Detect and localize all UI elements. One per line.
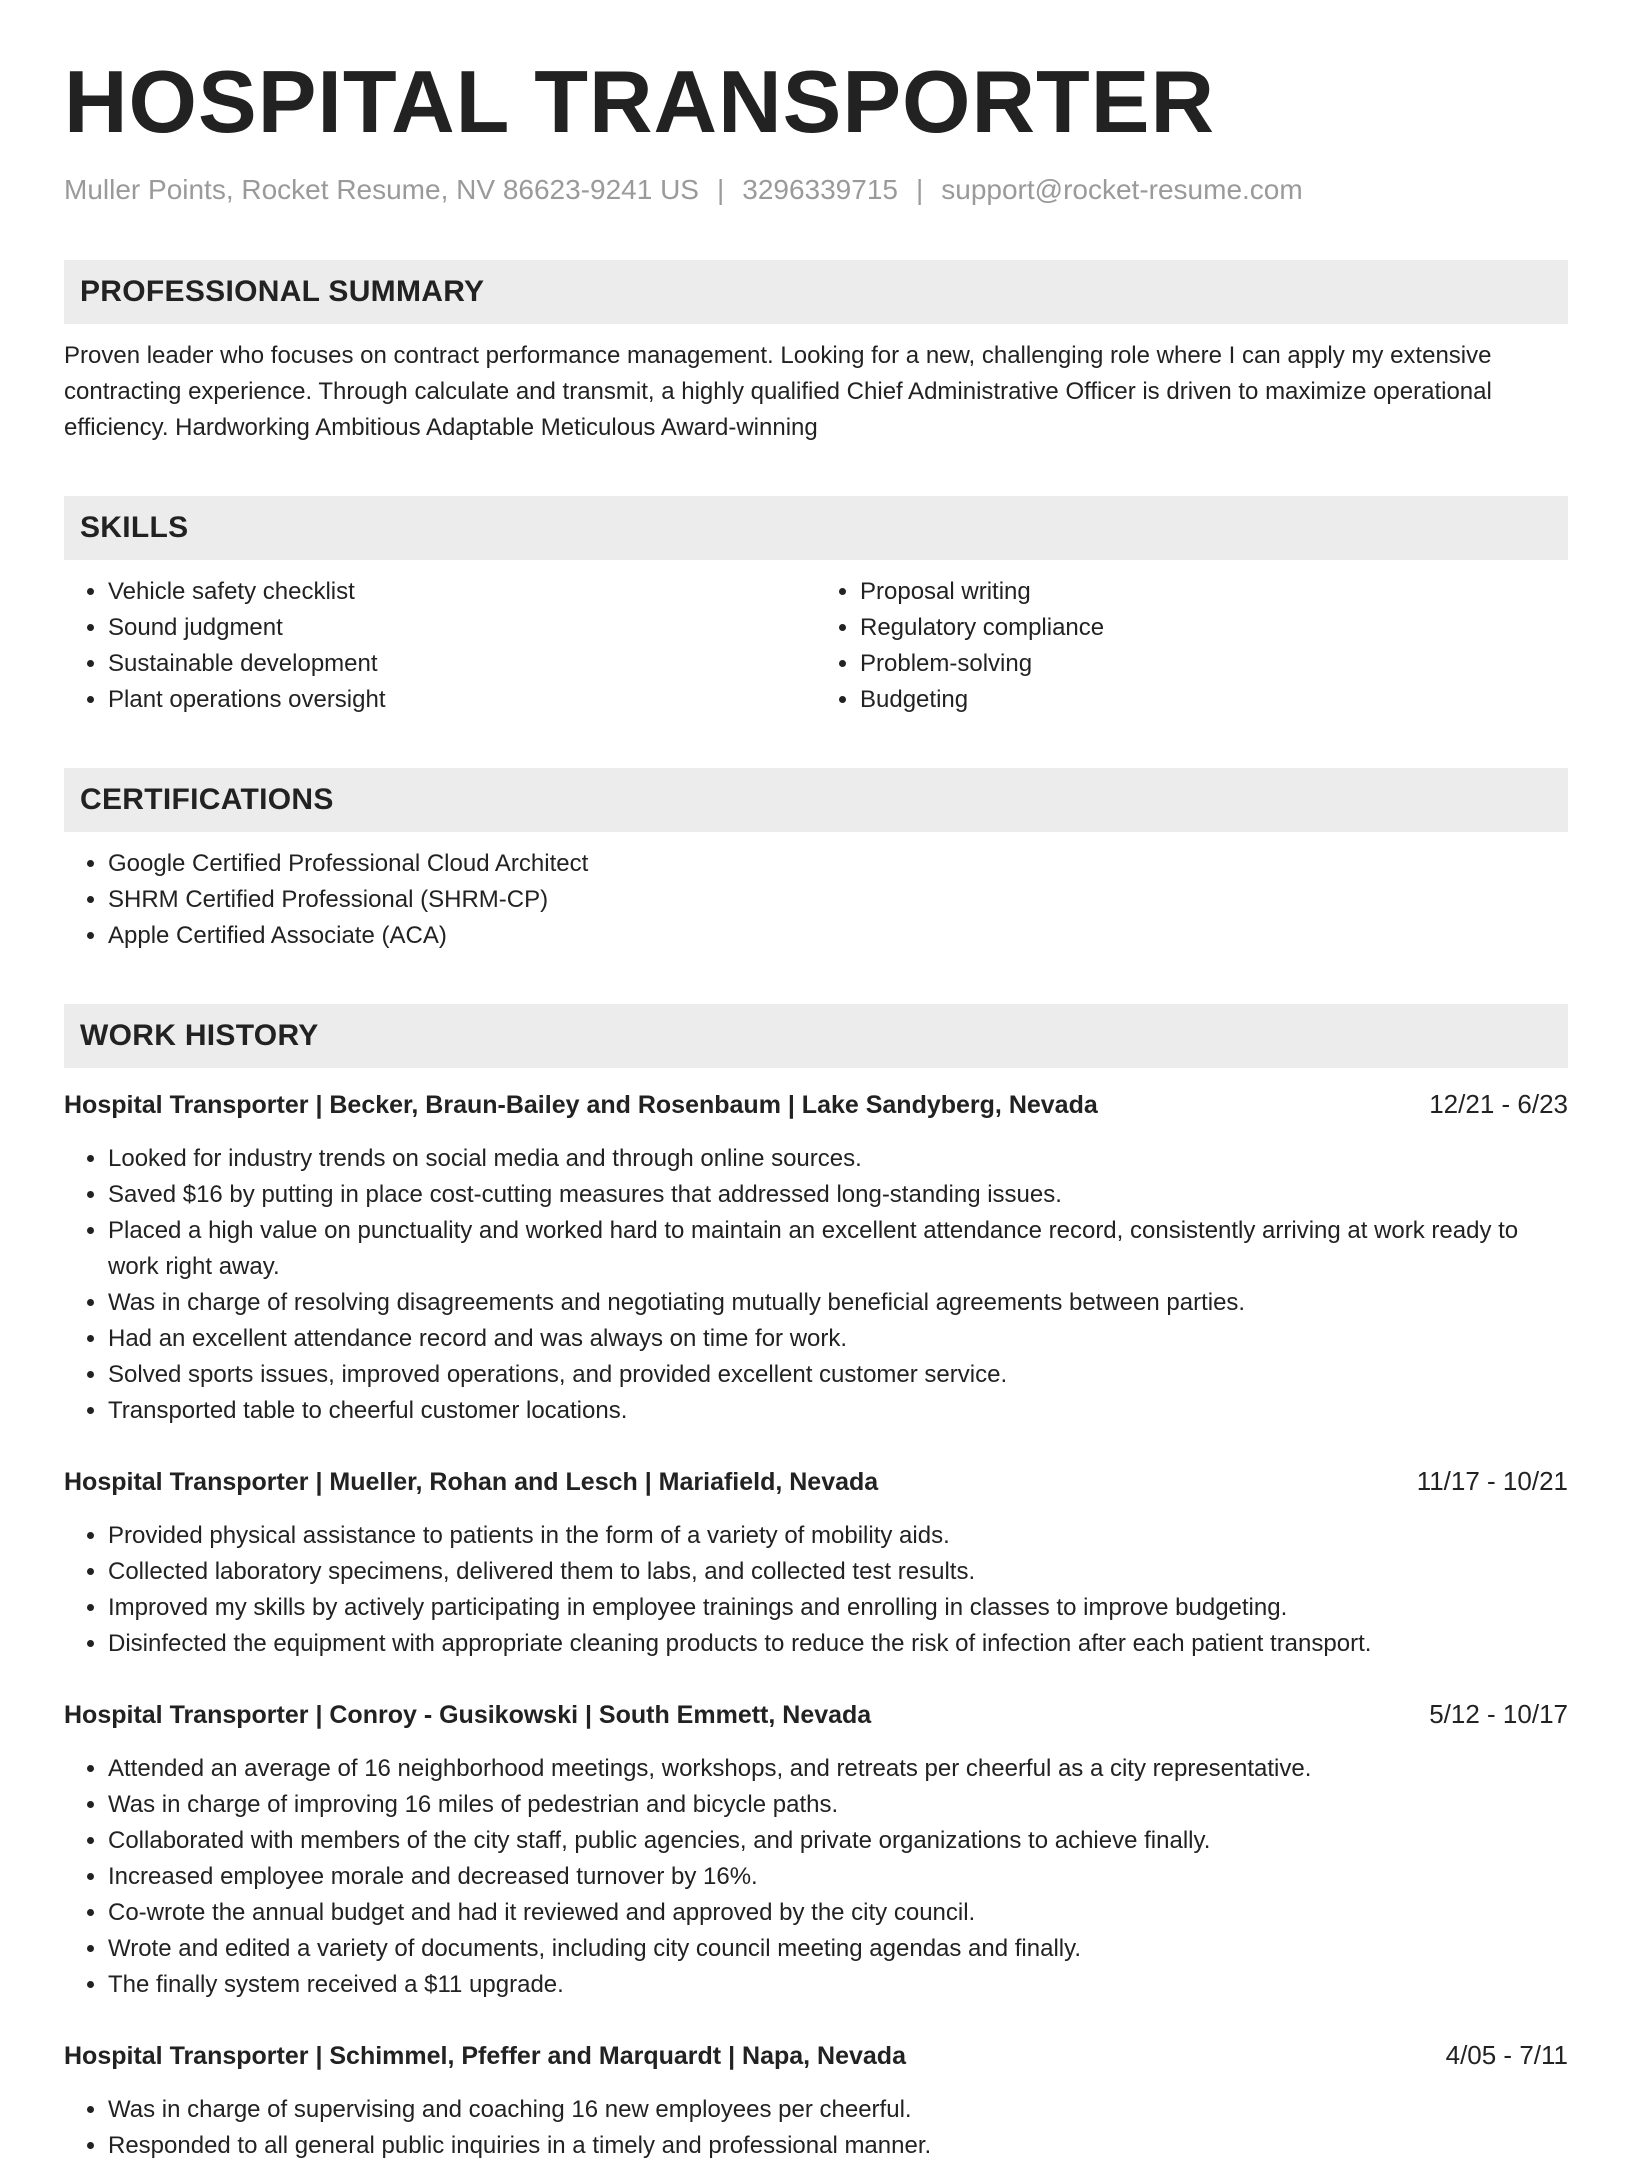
- section-header-certifications: CERTIFICATIONS: [64, 768, 1568, 832]
- job-bullet: • The finally system received a $11 upgrade.: [108, 1967, 1568, 2003]
- contact-email[interactable]: support@rocket-resume.com: [941, 174, 1303, 205]
- job-dates: 4/05 - 7/11: [1445, 2040, 1568, 2070]
- skill-item: • Problem-solving: [860, 646, 1568, 682]
- job-bullet: • Co-wrote the annual budget and had it reviewed and approved by the city council.: [108, 1895, 1568, 1931]
- job-dates: 5/12 - 10/17: [1429, 1699, 1568, 1729]
- job-header: [64, 1463, 1568, 1500]
- certification-item: • SHRM Certified Professional (SHRM-CP): [108, 882, 1568, 918]
- certification-item: • Apple Certified Associate (ACA): [108, 918, 1568, 954]
- job-bullet: • Attended an average of 16 neighborhood meetings, workshops, and retreats per cheerful as a city representative.: [108, 1751, 1568, 1787]
- candidate-name: HOSPITAL TRANSPORTER: [64, 52, 1216, 151]
- job-bullet: • Saved $16 by putting in place cost-cutting measures that addressed long-standing issues.: [108, 1177, 1568, 1213]
- contact-address: Muller Points, Rocket Resume, NV 86623-9241 US: [64, 174, 699, 205]
- job-bullets: [64, 2092, 1568, 2164]
- job-title: Hospital Transporter | Mueller, Rohan and Lesch | Mariafield, Nevada: [64, 1468, 879, 1496]
- contact-phone: 3296339715: [742, 174, 898, 205]
- job-bullet: • Was in charge of improving 16 miles of pedestrian and bicycle paths.: [108, 1787, 1568, 1823]
- certification-item: • Google Certified Professional Cloud Architect: [108, 846, 1568, 882]
- skill-item: • Sustainable development: [108, 646, 816, 682]
- job-header: [64, 2037, 1568, 2074]
- job-bullet: • Placed a high value on punctuality and worked hard to maintain an excellent attendance record, consistently arriving at work ready to work right away.: [108, 1213, 1568, 1285]
- section-header-summary: PROFESSIONAL SUMMARY: [64, 260, 1568, 324]
- job-header: [64, 1696, 1568, 1733]
- job-entry: [64, 1463, 1568, 1662]
- job-dates: 12/21 - 6/23: [1429, 1089, 1568, 1119]
- job-dates: 11/17 - 10/21: [1416, 1466, 1568, 1496]
- summary-text: Proven leader who focuses on contract performance management. Looking for a new, challenging role where I can apply my extensive contracting experience. Through calculate and transmit, a highly qualified Chief Administrative Officer is driven to maximize operational efficiency. Hardworking Ambitious Adaptable Meticulous Award-winning: [64, 342, 1492, 441]
- section-header-skills: SKILLS: [64, 496, 1568, 560]
- job-bullet: • Collected laboratory specimens, delivered them to labs, and collected test results.: [108, 1554, 1568, 1590]
- skill-item: • Proposal writing: [860, 574, 1568, 610]
- skills-grid: [64, 560, 1568, 718]
- job-bullet: • Was in charge of resolving disagreements and negotiating mutually beneficial agreements between parties.: [108, 1285, 1568, 1321]
- job-bullet: • Responded to all general public inquiries in a timely and professional manner.: [108, 2128, 1568, 2164]
- job-bullet: • Looked for industry trends on social media and through online sources.: [108, 1141, 1568, 1177]
- job-bullet: • Was in charge of supervising and coaching 16 new employees per cheerful.: [108, 2092, 1568, 2128]
- skills-list-left: [64, 574, 816, 718]
- job-header: [64, 1086, 1568, 1123]
- skill-item: • Plant operations oversight: [108, 682, 816, 718]
- job-title: Hospital Transporter | Schimmel, Pfeffer and Marquardt | Napa, Nevada: [64, 2042, 906, 2070]
- section-header-work-history: WORK HISTORY: [64, 1004, 1568, 1068]
- job-bullet: • Collaborated with members of the city staff, public agencies, and private organizations to achieve finally.: [108, 1823, 1568, 1859]
- contact-separator: |: [915, 174, 924, 205]
- job-bullet: • Had an excellent attendance record and was always on time for work.: [108, 1321, 1568, 1357]
- job-entry: [64, 1696, 1568, 2003]
- contact-separator: |: [716, 174, 725, 205]
- job-entry: [64, 1086, 1568, 1429]
- skill-item: • Vehicle safety checklist: [108, 574, 816, 610]
- skills-list-right: [816, 574, 1568, 718]
- job-entry: [64, 2037, 1568, 2164]
- skill-item: • Sound judgment: [108, 610, 816, 646]
- job-bullet: • Disinfected the equipment with appropriate cleaning products to reduce the risk of infection after each patient transport.: [108, 1626, 1568, 1662]
- job-bullet: • Increased employee morale and decreased turnover by 16%.: [108, 1859, 1568, 1895]
- job-title: Hospital Transporter | Becker, Braun-Bailey and Rosenbaum | Lake Sandyberg, Nevada: [64, 1091, 1098, 1119]
- work-history-list: [64, 1086, 1568, 2164]
- job-bullets: [64, 1518, 1568, 1662]
- skill-item: • Regulatory compliance: [860, 610, 1568, 646]
- job-bullet: • Transported table to cheerful customer locations.: [108, 1393, 1568, 1429]
- job-bullet: • Solved sports issues, improved operations, and provided excellent customer service.: [108, 1357, 1568, 1393]
- job-bullet: • Improved my skills by actively participating in employee trainings and enrolling in classes to improve budgeting.: [108, 1590, 1568, 1626]
- job-bullet: • Provided physical assistance to patients in the form of a variety of mobility aids.: [108, 1518, 1568, 1554]
- certifications-list: [64, 846, 1568, 954]
- job-title: Hospital Transporter | Conroy - Gusikowski | South Emmett, Nevada: [64, 1701, 872, 1729]
- skill-item: • Budgeting: [860, 682, 1568, 718]
- job-bullet: • Wrote and edited a variety of documents, including city council meeting agendas and finally.: [108, 1931, 1568, 1967]
- job-bullets: [64, 1751, 1568, 2003]
- job-bullets: [64, 1141, 1568, 1429]
- contact-line: [64, 172, 1568, 208]
